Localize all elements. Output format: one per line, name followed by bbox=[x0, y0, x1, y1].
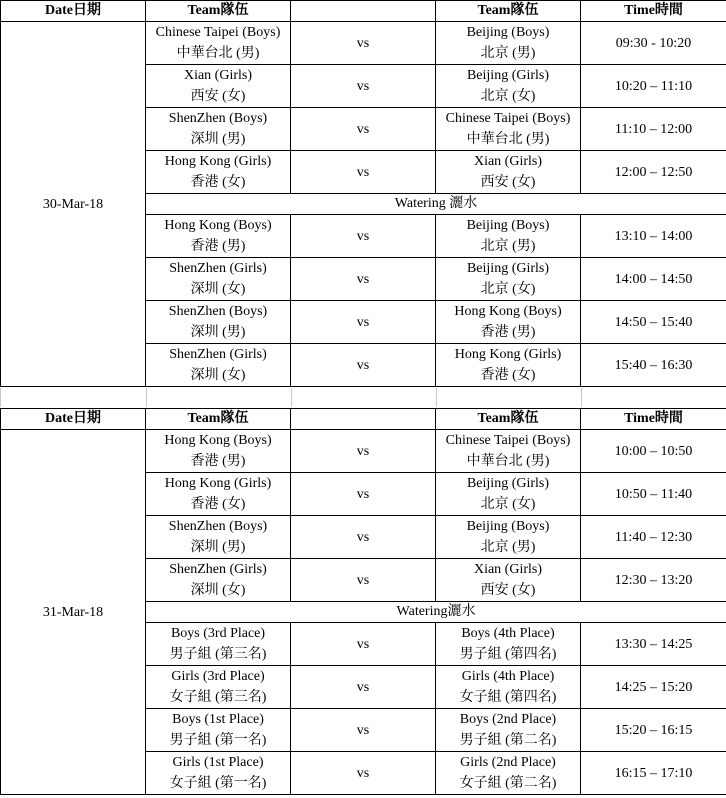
team-b bbox=[436, 215, 581, 258]
team-a-english: Girls (1st Place) bbox=[172, 755, 264, 770]
match-time: 10:20 – 11:10 bbox=[581, 65, 726, 108]
team-b-english: Beijing (Girls) bbox=[466, 68, 550, 83]
team-b-chinese: 香港 (男) bbox=[480, 325, 536, 340]
team-b-english: Boys (2nd Place) bbox=[459, 712, 557, 727]
team-b-chinese: 北京 (男) bbox=[480, 46, 536, 61]
versus-label: vs bbox=[291, 709, 436, 752]
team-a-chinese: 香港 (男) bbox=[190, 454, 246, 469]
team-a-english: Xian (Girls) bbox=[183, 68, 253, 83]
schedule-table-day-1 bbox=[0, 0, 726, 387]
team-a-english: ShenZhen (Girls) bbox=[169, 347, 267, 362]
versus-label: vs bbox=[291, 430, 436, 473]
team-a-chinese: 香港 (男) bbox=[190, 239, 246, 254]
team-b-chinese: 男子組 (第四名) bbox=[459, 647, 557, 662]
team-b bbox=[436, 709, 581, 752]
team-a bbox=[146, 752, 291, 795]
team-a-english: Chinese Taipei (Boys) bbox=[155, 25, 281, 40]
team-b bbox=[436, 666, 581, 709]
team-b-chinese: 女子組 (第二名) bbox=[459, 776, 557, 791]
match-time: 11:40 – 12:30 bbox=[581, 516, 726, 559]
team-a-english: Girls (3rd Place) bbox=[171, 669, 265, 684]
match-row bbox=[1, 22, 726, 65]
team-b-english: Beijing (Boys) bbox=[466, 25, 550, 40]
team-a-chinese: 男子組 (第一名) bbox=[169, 733, 267, 748]
match-time: 16:15 – 17:10 bbox=[581, 752, 726, 795]
match-date: 30-Mar-18 bbox=[1, 22, 146, 387]
team-a-english: Hong Kong (Boys) bbox=[164, 218, 272, 233]
versus-label: vs bbox=[291, 22, 436, 65]
header-team-b: Team隊伍 bbox=[436, 409, 581, 430]
team-a-english: Hong Kong (Boys) bbox=[164, 433, 272, 448]
team-b-english: Chinese Taipei (Boys) bbox=[445, 111, 571, 126]
team-b-chinese: 西安 (女) bbox=[480, 175, 536, 190]
versus-label: vs bbox=[291, 215, 436, 258]
team-b-english: Beijing (Girls) bbox=[466, 476, 550, 491]
team-b-english: Beijing (Boys) bbox=[466, 218, 550, 233]
header-team-a: Team隊伍 bbox=[146, 1, 291, 22]
match-time: 10:50 – 11:40 bbox=[581, 473, 726, 516]
match-time: 10:00 – 10:50 bbox=[581, 430, 726, 473]
team-b-english: Boys (4th Place) bbox=[461, 626, 555, 641]
team-a bbox=[146, 65, 291, 108]
header-team-a: Team隊伍 bbox=[146, 409, 291, 430]
team-a bbox=[146, 666, 291, 709]
versus-label: vs bbox=[291, 301, 436, 344]
team-b-chinese: 中華台北 (男) bbox=[466, 132, 550, 147]
team-a-english: Hong Kong (Girls) bbox=[164, 154, 272, 169]
header-vs bbox=[291, 1, 436, 22]
team-a-chinese: 深圳 (女) bbox=[190, 368, 246, 383]
watering-label: Watering 灑水 bbox=[146, 194, 726, 215]
team-a bbox=[146, 344, 291, 387]
team-b-chinese: 中華台北 (男) bbox=[466, 454, 550, 469]
team-a-english: Boys (3rd Place) bbox=[170, 626, 266, 641]
team-a-chinese: 中華台北 (男) bbox=[176, 46, 260, 61]
team-b-chinese: 西安 (女) bbox=[480, 583, 536, 598]
team-a bbox=[146, 22, 291, 65]
schedule-table-day-2 bbox=[0, 408, 726, 795]
team-a bbox=[146, 516, 291, 559]
team-a bbox=[146, 258, 291, 301]
team-b-english: Beijing (Boys) bbox=[466, 519, 550, 534]
match-time: 15:40 – 16:30 bbox=[581, 344, 726, 387]
team-a-english: ShenZhen (Girls) bbox=[169, 562, 267, 577]
team-b bbox=[436, 344, 581, 387]
header-row bbox=[1, 409, 726, 430]
schedule-body bbox=[1, 1, 726, 387]
team-b-english: Girls (4th Place) bbox=[461, 669, 555, 684]
versus-label: vs bbox=[291, 108, 436, 151]
match-time: 13:10 – 14:00 bbox=[581, 215, 726, 258]
team-b-chinese: 北京 (女) bbox=[480, 497, 536, 512]
team-a-chinese: 香港 (女) bbox=[190, 175, 246, 190]
team-b-chinese: 男子組 (第二名) bbox=[459, 733, 557, 748]
team-b bbox=[436, 22, 581, 65]
watering-label: Watering灑水 bbox=[146, 602, 726, 623]
header-row bbox=[1, 1, 726, 22]
schedule-body bbox=[1, 409, 726, 795]
versus-label: vs bbox=[291, 151, 436, 194]
team-a-chinese: 男子組 (第三名) bbox=[169, 647, 267, 662]
team-b bbox=[436, 258, 581, 301]
match-time: 11:10 – 12:00 bbox=[581, 108, 726, 151]
match-row bbox=[1, 430, 726, 473]
versus-label: vs bbox=[291, 559, 436, 602]
team-b bbox=[436, 516, 581, 559]
team-a-chinese: 深圳 (女) bbox=[190, 583, 246, 598]
team-a-english: ShenZhen (Girls) bbox=[169, 261, 267, 276]
team-a bbox=[146, 559, 291, 602]
team-a-english: Hong Kong (Girls) bbox=[164, 476, 272, 491]
versus-label: vs bbox=[291, 666, 436, 709]
match-time: 12:00 – 12:50 bbox=[581, 151, 726, 194]
header-team-b: Team隊伍 bbox=[436, 1, 581, 22]
team-b-chinese: 北京 (男) bbox=[480, 239, 536, 254]
team-b-chinese: 北京 (男) bbox=[480, 540, 536, 555]
team-b-english: Chinese Taipei (Boys) bbox=[445, 433, 571, 448]
team-b-chinese: 北京 (女) bbox=[480, 89, 536, 104]
versus-label: vs bbox=[291, 752, 436, 795]
team-b-chinese: 女子組 (第四名) bbox=[459, 690, 557, 705]
team-a bbox=[146, 108, 291, 151]
match-time: 13:30 – 14:25 bbox=[581, 623, 726, 666]
team-a bbox=[146, 151, 291, 194]
team-b-english: Beijing (Girls) bbox=[466, 261, 550, 276]
table-gap-row bbox=[0, 388, 726, 407]
team-b bbox=[436, 752, 581, 795]
team-a-chinese: 女子組 (第三名) bbox=[169, 690, 267, 705]
header-time: Time時間 bbox=[581, 1, 726, 22]
team-a-chinese: 深圳 (男) bbox=[190, 325, 246, 340]
team-a bbox=[146, 430, 291, 473]
team-b bbox=[436, 430, 581, 473]
team-b-english: Xian (Girls) bbox=[473, 562, 543, 577]
header-date: Date日期 bbox=[1, 1, 146, 22]
team-a-english: ShenZhen (Boys) bbox=[168, 304, 268, 319]
header-date: Date日期 bbox=[1, 409, 146, 430]
team-a-english: Boys (1st Place) bbox=[172, 712, 264, 727]
versus-label: vs bbox=[291, 344, 436, 387]
team-b bbox=[436, 151, 581, 194]
versus-label: vs bbox=[291, 258, 436, 301]
team-a bbox=[146, 301, 291, 344]
team-b-english: Xian (Girls) bbox=[473, 154, 543, 169]
match-time: 12:30 – 13:20 bbox=[581, 559, 726, 602]
team-a-chinese: 香港 (女) bbox=[190, 497, 246, 512]
match-time: 14:50 – 15:40 bbox=[581, 301, 726, 344]
team-a-chinese: 深圳 (男) bbox=[190, 132, 246, 147]
match-date: 31-Mar-18 bbox=[1, 430, 146, 795]
match-time: 15:20 – 16:15 bbox=[581, 709, 726, 752]
team-a-chinese: 深圳 (女) bbox=[190, 282, 246, 297]
team-b bbox=[436, 65, 581, 108]
team-b-english: Girls (2nd Place) bbox=[460, 755, 556, 770]
team-b bbox=[436, 623, 581, 666]
team-b-chinese: 北京 (女) bbox=[480, 282, 536, 297]
header-time: Time時間 bbox=[581, 409, 726, 430]
team-a-chinese: 西安 (女) bbox=[190, 89, 246, 104]
team-a bbox=[146, 623, 291, 666]
team-a-chinese: 女子組 (第一名) bbox=[169, 776, 267, 791]
team-a-english: ShenZhen (Boys) bbox=[168, 519, 268, 534]
versus-label: vs bbox=[291, 516, 436, 559]
team-b-chinese: 香港 (女) bbox=[480, 368, 536, 383]
team-b-english: Hong Kong (Girls) bbox=[454, 347, 562, 362]
team-b-english: Hong Kong (Boys) bbox=[454, 304, 562, 319]
team-a-english: ShenZhen (Boys) bbox=[168, 111, 268, 126]
versus-label: vs bbox=[291, 473, 436, 516]
header-vs bbox=[291, 409, 436, 430]
team-a bbox=[146, 473, 291, 516]
team-a bbox=[146, 215, 291, 258]
team-b bbox=[436, 473, 581, 516]
versus-label: vs bbox=[291, 623, 436, 666]
team-a bbox=[146, 709, 291, 752]
match-time: 09:30 - 10:20 bbox=[581, 22, 726, 65]
team-b bbox=[436, 301, 581, 344]
match-time: 14:25 – 15:20 bbox=[581, 666, 726, 709]
team-b bbox=[436, 559, 581, 602]
versus-label: vs bbox=[291, 65, 436, 108]
team-b bbox=[436, 108, 581, 151]
match-time: 14:00 – 14:50 bbox=[581, 258, 726, 301]
team-a-chinese: 深圳 (男) bbox=[190, 540, 246, 555]
